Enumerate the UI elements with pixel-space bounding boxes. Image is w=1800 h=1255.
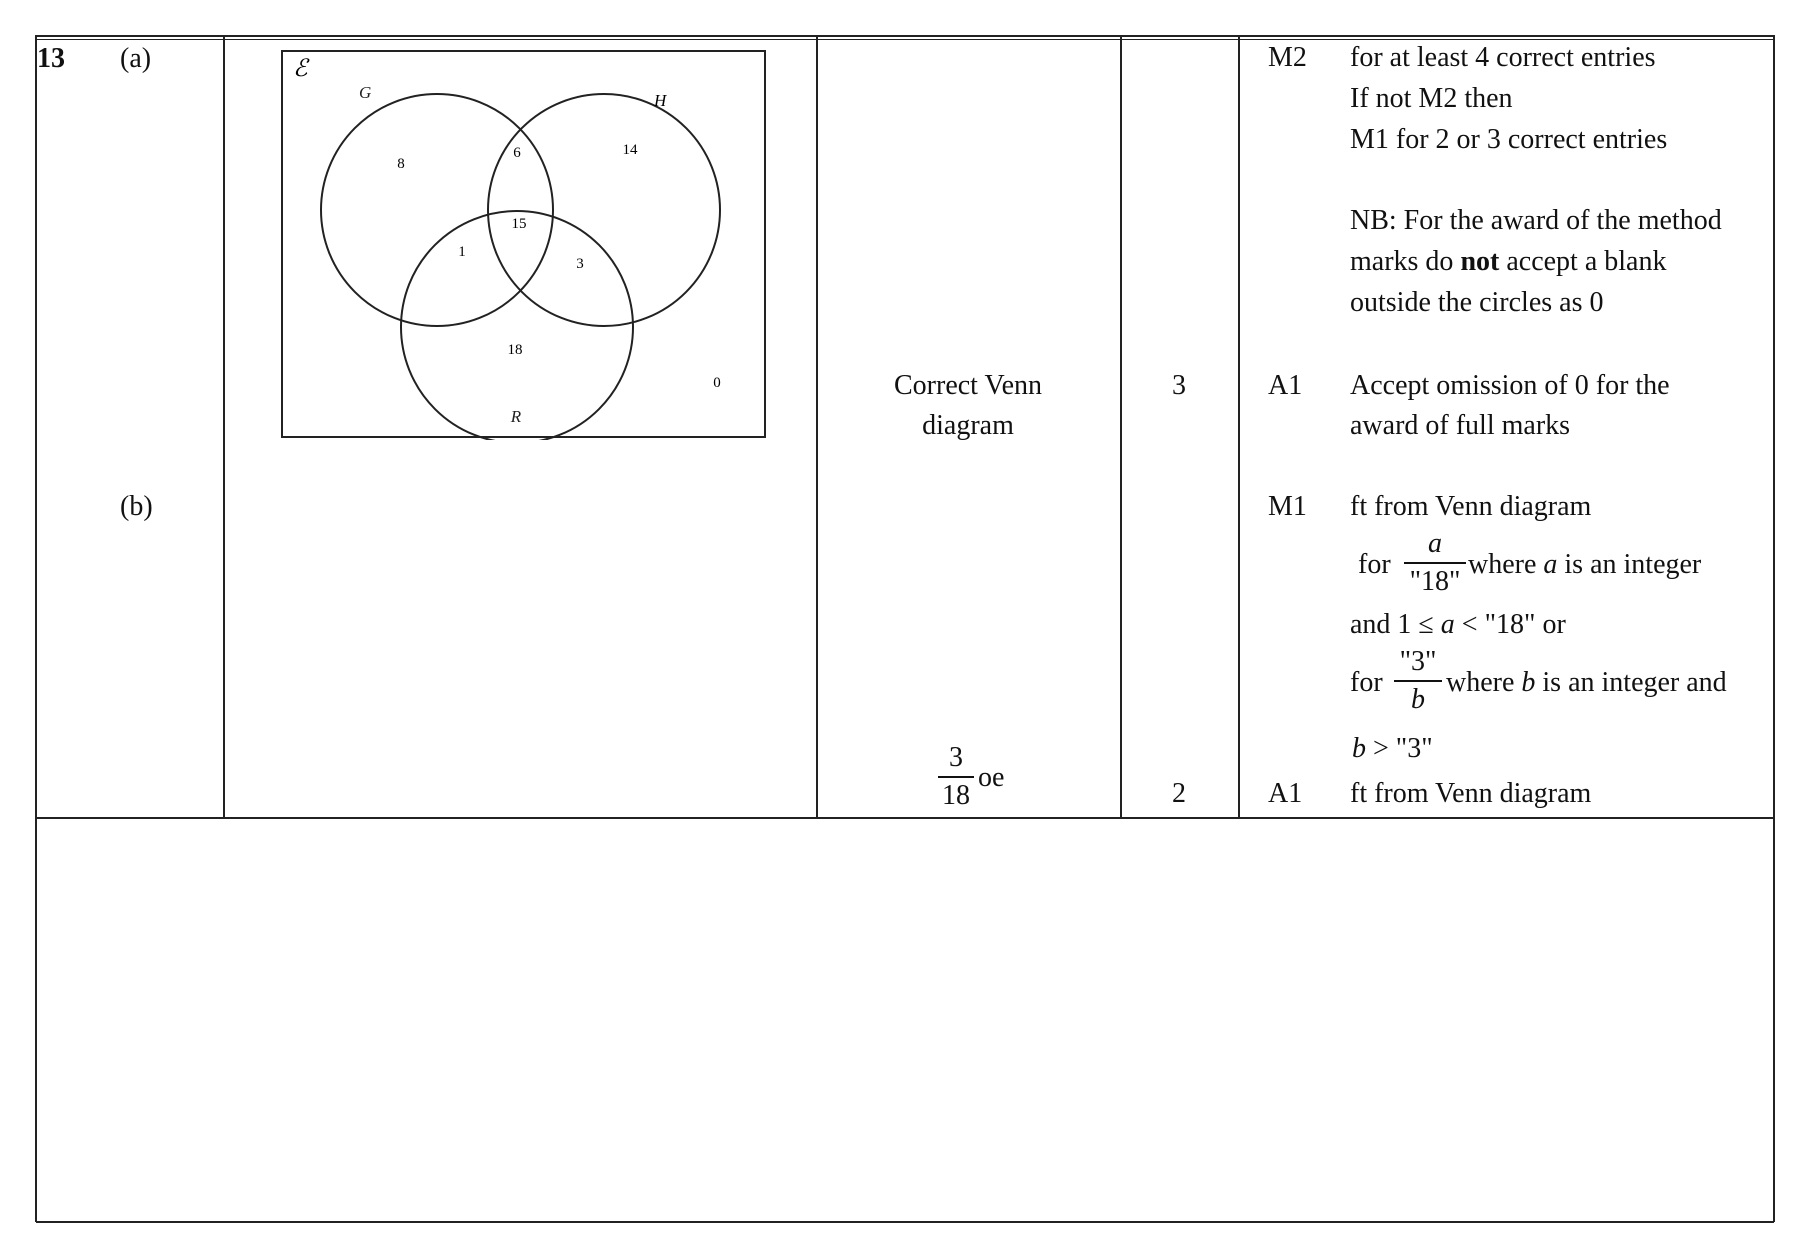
- note-m2-line3: M1 for 2 or 3 correct entries: [1350, 124, 1668, 155]
- answer-a-line1: Correct Venn: [894, 370, 1042, 401]
- answer-b-suffix: oe: [978, 762, 1005, 793]
- note-nb-line1: NB: For the award of the method: [1350, 205, 1722, 236]
- table-top-border: [36, 35, 1774, 37]
- note-a1-line2: award of full marks: [1350, 410, 1571, 441]
- table-bottom-border: [36, 1221, 1774, 1223]
- venn-diagram: [281, 50, 767, 440]
- question-number: 13: [37, 43, 65, 74]
- col-divider-3: [1120, 35, 1122, 818]
- region-g-and-h: 6: [513, 145, 521, 161]
- table-left-border: [35, 35, 37, 1222]
- row-divider: [36, 817, 1774, 819]
- note-for1-word: for: [1358, 549, 1391, 580]
- note-b-condition: b > "3": [1352, 733, 1433, 764]
- table-right-border: [1773, 35, 1775, 1222]
- note-a1-b-line: ft from Venn diagram: [1350, 778, 1592, 809]
- note-for1-numerator: a: [1428, 528, 1442, 559]
- code-a1-b: A1: [1268, 778, 1303, 809]
- code-a1: A1: [1268, 370, 1303, 401]
- region-g-and-r: 1: [458, 244, 466, 260]
- code-m2: M2: [1268, 42, 1307, 73]
- region-outside: 0: [713, 375, 721, 391]
- note-for2-denominator: b: [1411, 684, 1425, 715]
- universal-set-box: [282, 51, 765, 437]
- part-a-label: (a): [120, 43, 152, 74]
- note-and-line: and 1 ≤ a < "18" or: [1350, 609, 1566, 640]
- mark-b: 2: [1172, 778, 1186, 809]
- region-h-only: 14: [622, 142, 638, 158]
- mark-a: 3: [1172, 370, 1186, 401]
- note-m2-line1: for at least 4 correct entries: [1350, 42, 1656, 73]
- region-g-h-r: 15: [511, 216, 527, 232]
- note-nb-bold-not: not: [1460, 246, 1500, 277]
- note-m1-line1: ft from Venn diagram: [1350, 491, 1592, 522]
- answer-b-fraction: [938, 742, 974, 812]
- note-for2-rest: where b is an integer and: [1446, 667, 1727, 698]
- code-m1: M1: [1268, 491, 1307, 522]
- circle-g: [321, 94, 553, 326]
- note-for2-fraction: [1394, 646, 1442, 716]
- answer-b-numerator: 3: [949, 742, 963, 773]
- set-label-r: R: [510, 407, 522, 426]
- note-for1-fraction: [1404, 528, 1466, 598]
- note-m2-line2: If not M2 then: [1350, 83, 1513, 114]
- note-for1-rest: where a is an integer: [1468, 549, 1702, 580]
- part-b-label: (b): [120, 491, 153, 522]
- note-for2-numerator: "3": [1399, 646, 1437, 677]
- set-label-g: G: [359, 83, 372, 102]
- region-r-only: 18: [507, 342, 523, 358]
- set-label-h: H: [654, 91, 667, 110]
- answer-b-denominator: 18: [942, 780, 970, 811]
- note-a1-line1: Accept omission of 0 for the: [1350, 370, 1670, 401]
- answer-a-line2: diagram: [922, 410, 1014, 441]
- universal-symbol: ℰ: [293, 56, 308, 82]
- region-h-and-r: 3: [576, 256, 584, 272]
- region-g-only: 8: [397, 156, 405, 172]
- circle-h: [488, 94, 720, 326]
- col-divider-1: [223, 35, 225, 818]
- col-divider-4: [1238, 35, 1240, 818]
- note-nb-line2: marks do not accept a blank: [1350, 246, 1667, 277]
- note-for1-denominator: "18": [1409, 566, 1461, 597]
- note-nb-line3: outside the circles as 0: [1350, 287, 1604, 318]
- note-for2-word: for: [1350, 667, 1383, 698]
